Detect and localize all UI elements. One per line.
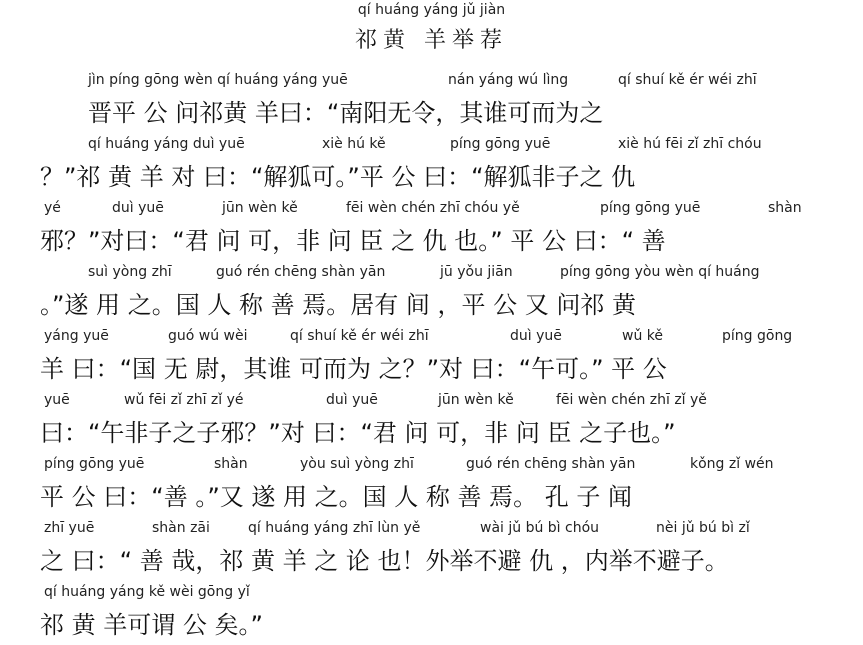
hanzi-line xyxy=(0,288,863,322)
pinyin-group: wǔ fēi zǐ zhī zǐ yé xyxy=(124,392,244,408)
pinyin-group: yáng yuē xyxy=(44,328,109,344)
pinyin-group: yé xyxy=(44,200,61,216)
pinyin-group: duì yuē xyxy=(326,392,378,408)
pinyin-line xyxy=(0,134,863,154)
pinyin-group: kǒng zǐ wén xyxy=(690,456,774,472)
pinyin-line xyxy=(0,582,863,602)
pinyin-line xyxy=(0,390,863,410)
pinyin-group: jū yǒu jiān xyxy=(440,264,513,280)
pinyin-group: qí huáng yáng kě wèi gōng yǐ xyxy=(44,584,250,600)
pinyin-group: guó rén chēng shàn yān xyxy=(216,264,386,280)
title-pinyin: qí huáng yáng jǔ jiàn xyxy=(357,2,506,18)
pinyin-group: duì yuē xyxy=(510,328,562,344)
pinyin-group: píng gōng yuē xyxy=(600,200,701,216)
hanzi-text: 平 公 曰：“善 。”又 遂 用 之。国 人 称 善 焉。 孔 子 闻 xyxy=(40,483,633,511)
pinyin-group: píng gōng xyxy=(722,328,793,344)
hanzi-line xyxy=(0,160,863,194)
pinyin-line xyxy=(0,518,863,538)
pinyin-line xyxy=(0,70,863,90)
pinyin-line xyxy=(0,454,863,474)
hanzi-line xyxy=(0,352,863,386)
pinyin-group: qí shuí kě ér wéi zhī xyxy=(618,72,757,88)
pinyin-group: yòu suì yòng zhī xyxy=(300,456,414,472)
hanzi-text: 祁 黄 羊可谓 公 矣。” xyxy=(40,611,263,639)
hanzi-text: 曰：“午非子之子邪？”对 曰：“君 问 可，非 问 臣 之子也。” xyxy=(40,419,676,447)
pinyin-group: xiè hú kě xyxy=(322,136,386,152)
pinyin-group: duì yuē xyxy=(112,200,164,216)
hanzi-text: ？”祁 黄 羊 对 曰：“解狐可。”平 公 曰：“解狐非子之 仇 xyxy=(40,163,636,191)
hanzi-text: 晋平 公 问祁黄 羊曰：“南阳无令，其谁可而为之 xyxy=(88,99,604,127)
pinyin-group: qí huáng yáng zhī lùn yě xyxy=(248,520,421,536)
hanzi-text: 。”遂 用 之。国 人 称 善 焉。居有 间 ，平 公 又 问祁 黄 xyxy=(40,291,636,319)
pinyin-group: suì yòng zhī xyxy=(88,264,172,280)
pinyin-group: jūn wèn kě xyxy=(222,200,298,216)
hanzi-text: 羊 曰：“国 无 尉，其谁 可而为 之？”对 曰：“午可。” 平 公 xyxy=(40,355,667,383)
pinyin-group: fēi wèn chén zhī chóu yě xyxy=(346,200,520,216)
pinyin-group: zhī yuē xyxy=(44,520,95,536)
pinyin-group: guó rén chēng shàn yān xyxy=(466,456,636,472)
pinyin-group: jìn píng gōng wèn qí huáng yáng yuē xyxy=(88,72,348,88)
hanzi-text: 之 曰：“ 善 哉，祁 黄 羊 之 论 也！外举不避 仇 ，内举不避子。 xyxy=(40,547,729,575)
pinyin-line xyxy=(0,198,863,218)
pinyin-group: fēi wèn chén zhī zǐ yě xyxy=(556,392,707,408)
pinyin-group: yuē xyxy=(44,392,70,408)
pinyin-group: xiè hú fēi zǐ zhī chóu xyxy=(618,136,762,152)
pinyin-line xyxy=(0,326,863,346)
hanzi-line xyxy=(0,608,863,642)
hanzi-line xyxy=(0,416,863,450)
pinyin-group: jūn wèn kě xyxy=(438,392,514,408)
page-title: 祁黄 羊举荐 xyxy=(355,28,508,53)
pinyin-group: píng gōng yòu wèn qí huáng xyxy=(560,264,760,280)
pinyin-group: shàn xyxy=(768,200,802,216)
pinyin-group: shàn zāi xyxy=(152,520,210,536)
pinyin-group: guó wú wèi xyxy=(168,328,248,344)
hanzi-line xyxy=(0,480,863,514)
hanzi-line xyxy=(0,544,863,578)
pinyin-group: qí shuí kě ér wéi zhī xyxy=(290,328,429,344)
pinyin-group: nèi jǔ bú bì zǐ xyxy=(656,520,750,536)
pinyin-group: píng gōng yuē xyxy=(44,456,145,472)
hanzi-text: 邪？”对曰：“君 问 可，非 问 臣 之 仇 也。” 平 公 曰：“ 善 xyxy=(40,227,666,255)
pinyin-line xyxy=(0,262,863,282)
hanzi-line xyxy=(0,96,863,130)
pinyin-group: shàn xyxy=(214,456,248,472)
pinyin-group: qí huáng yáng duì yuē xyxy=(88,136,245,152)
hanzi-line xyxy=(0,224,863,258)
pinyin-group: wǔ kě xyxy=(622,328,663,344)
pinyin-group: wài jǔ bú bì chóu xyxy=(480,520,600,536)
pinyin-group: píng gōng yuē xyxy=(450,136,551,152)
pinyin-group: nán yáng wú lìng xyxy=(448,72,569,88)
